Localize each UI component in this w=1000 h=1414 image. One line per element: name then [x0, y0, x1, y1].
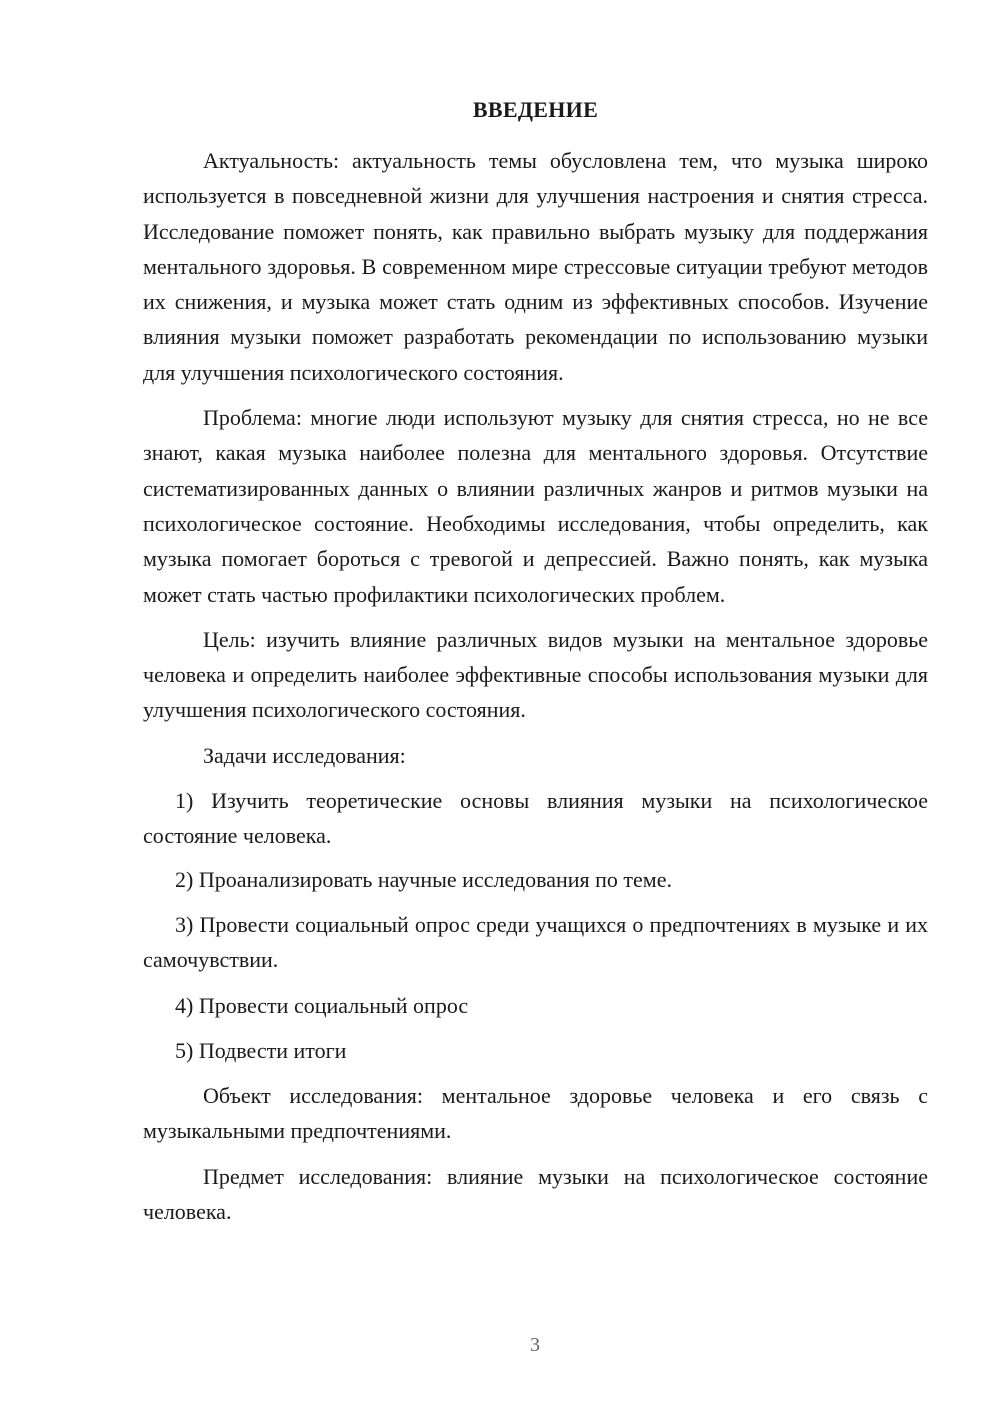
task-item-4: 4) Провести социальный опрос — [175, 992, 469, 1018]
task-item-5: 5) Подвести итоги — [175, 1037, 347, 1063]
subject-paragraph: Предмет исследования: влияние музыки на психологическое состояние человека. — [143, 1163, 928, 1225]
task-item-1: 1) Изучить теоретические основы влияния музыки на психологическое состояние человека. — [143, 788, 928, 849]
task-item-3: 3) Провести социальный опрос среди учащихся о предпочтениях в музыке и их самочувствии. — [143, 911, 928, 973]
tasks-heading: Задачи исследования: — [203, 742, 406, 768]
object-paragraph: Объект исследования: ментальное здоровье человека и его связь с музыкальными предпочтениями. — [143, 1083, 928, 1144]
task-item-2: 2) Проанализировать научные исследования по теме. — [175, 866, 672, 892]
goal-paragraph: Цель: изучить влияние различных видов музыки на ментальное здоровье человека и определить наиболее эффективные способы использования музыки для улучшения психологического состояния. — [143, 626, 928, 723]
body-text — [143, 143, 928, 1229]
problem-paragraph: Проблема: многие люди используют музыку для снятия стресса, но не все знают, какая музыка наиболее полезна для ментального здоровья. Отсутствие систематизированных данных о влиянии различных жанров и ритмов музыки на психологическое состояние. Необходимы исследования, чтобы определить, как музыка помогает бороться с тревогой и депрессией. Важно понять, как музыка может стать частью профилактики психологических проблем. — [143, 405, 928, 607]
page-number: 3 — [530, 1334, 540, 1356]
relevance-paragraph: Актуальность: актуальность темы обусловлена тем, что музыка широко используется в повседневной жизни для улучшения настроения и снятия стресса. Исследование поможет понять, как правильно выбрать музыку для поддержания ментального здоровья. В современном мире стрессовые ситуации требуют методов их снижения, и музыка может стать одним из эффективных способов. Изучение влияния музыки поможет разработать рекомендации по использованию музыки для улучшения психологического состояния. — [143, 148, 928, 385]
page-title: ВВЕДЕНИЕ — [472, 97, 599, 122]
